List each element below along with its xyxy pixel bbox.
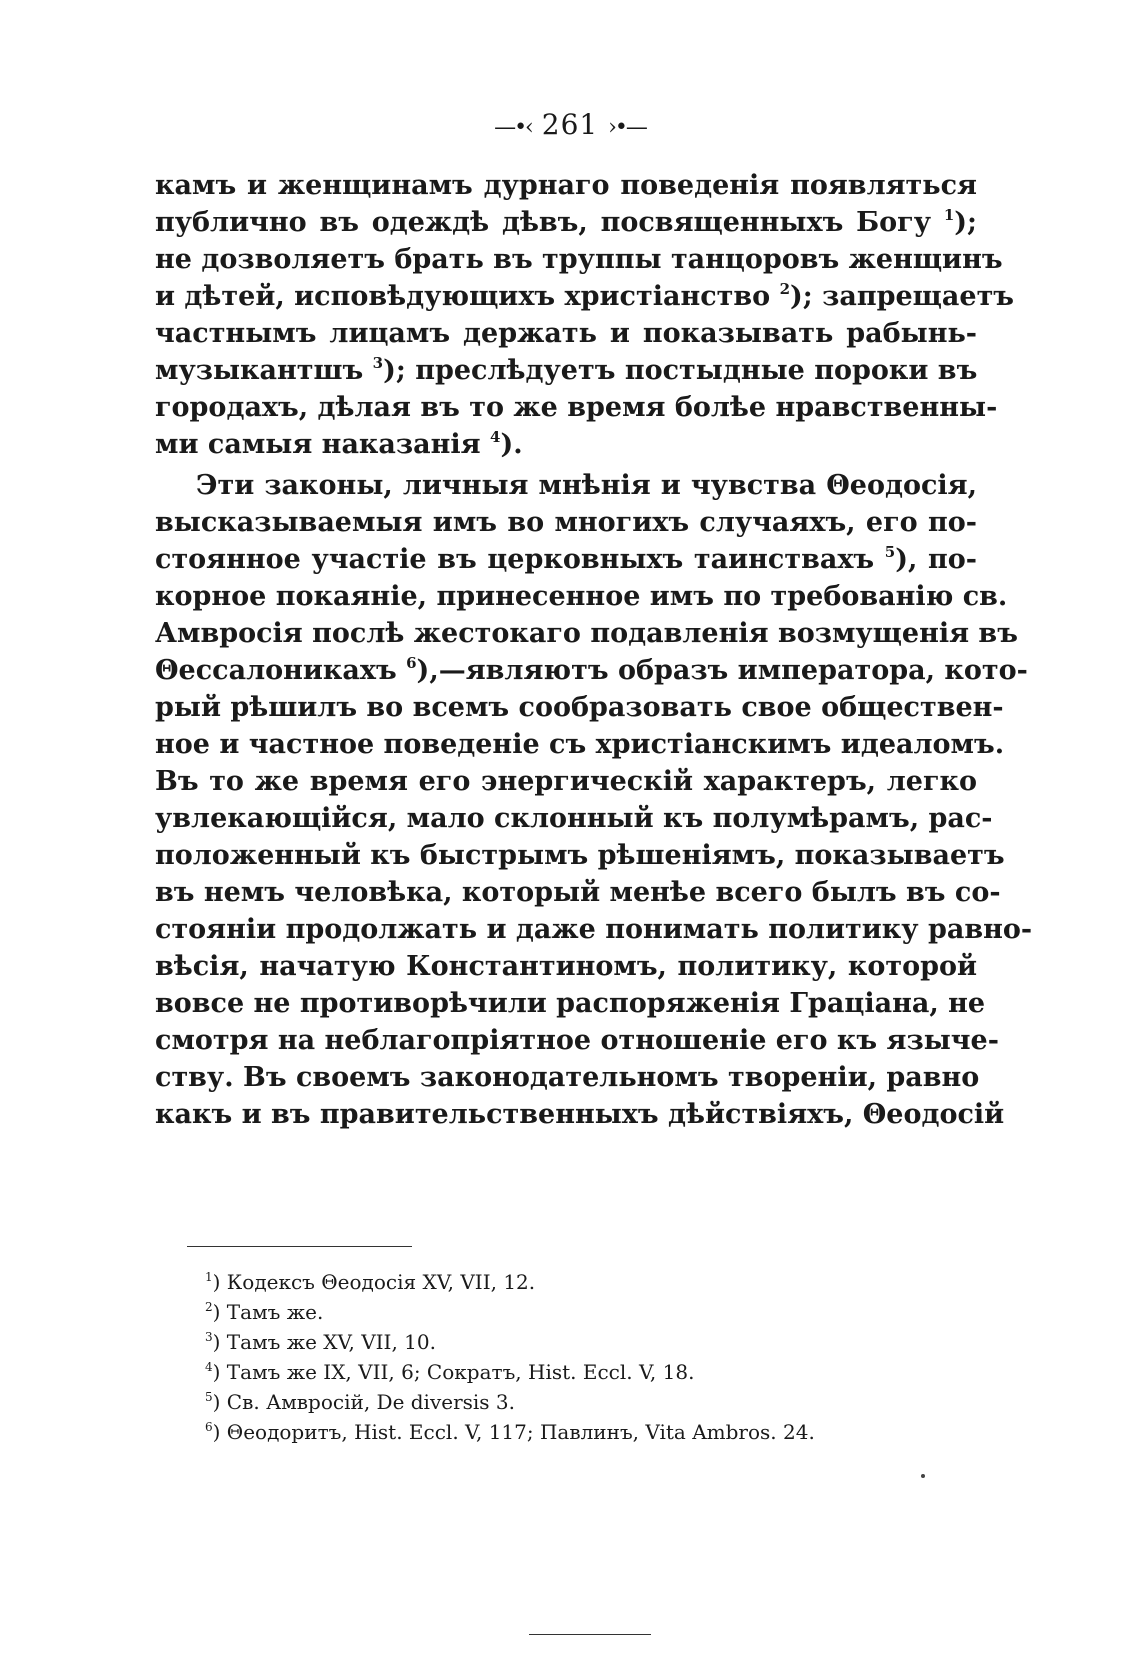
footnote: $^4$) Тамъ же IX, VII, 6; Сократъ, Hist. Eccl. V, 18. — [205, 1360, 695, 1384]
page-number: 261 — [541, 108, 599, 141]
bottom-rule — [529, 1634, 651, 1635]
text-line: Эти законы, личныя мнѣнія и чувства Θеодосія, — [196, 470, 977, 501]
text-line: высказываемыя имъ во многихъ случаяхъ, его по- — [155, 507, 977, 538]
text-line: вовсе не противорѣчили распоряженія Граціана, не — [155, 988, 986, 1019]
footnote: $^3$) Тамъ же XV, VII, 10. — [205, 1330, 436, 1354]
text-line: стоянное участіе въ церковныхъ таинствахъ $^5$), по- — [155, 543, 978, 575]
footnote-ref: 5 — [884, 543, 896, 561]
text-line: ное и частное поведеніе съ христіанскимъ идеаломъ. — [155, 729, 1005, 760]
text-line: камъ и женщинамъ дурнаго поведенія появляться — [155, 170, 977, 201]
text-line: корное покаяніе, принесенное имъ по требованію св. — [155, 581, 1008, 612]
text-line: Θессалоникахъ $^6$),—являютъ образъ императора, кото- — [155, 654, 1028, 686]
ornament-left: —•‹ — [494, 115, 532, 140]
footnote-ref: 2 — [779, 280, 790, 298]
footnote-ref: 1 — [943, 206, 955, 224]
text-line: городахъ, дѣлая въ то же время болѣе нравственны- — [155, 392, 998, 423]
text-line: ми самыя наказанія $^4$). — [155, 428, 523, 460]
text-line: стояніи продолжать и даже понимать политику равно- — [155, 914, 1033, 945]
text-line: рый рѣшилъ во всемъ сообразовать свое обществен- — [155, 692, 1004, 723]
text-line: не дозволяетъ брать въ труппы танцоровъ женщинъ — [155, 244, 1003, 275]
text-line: Амвросія послѣ жестокаго подавленія возмущенія въ — [155, 618, 1018, 649]
text-line: положенный къ быстрымъ рѣшеніямъ, показываетъ — [155, 840, 1005, 871]
footnote: $^5$) Св. Амвросій, De diversis 3. — [205, 1390, 516, 1414]
text-line: вѣсія, начатую Константиномъ, политику, которой — [155, 951, 977, 982]
footnote-ref: 4 — [490, 428, 501, 446]
ornament-right: ›•— — [608, 115, 646, 140]
footnote: $^2$) Тамъ же. — [205, 1300, 324, 1324]
text-line: ству. Въ своемъ законодательномъ твореніи, равно — [155, 1062, 980, 1093]
page-header — [0, 108, 1140, 141]
text-line: и дѣтей, исповѣдующихъ христіанство $^2$); запрещаетъ — [155, 280, 1015, 312]
text-line: Въ то же время его энергическій характеръ, легко — [155, 766, 977, 797]
footnote: $^6$) Θеодоритъ, Hist. Eccl. V, 117; Павлинъ, Vita Ambros. 24. — [205, 1420, 815, 1444]
print-speck — [921, 1474, 925, 1478]
footnote-divider — [187, 1246, 412, 1247]
text-line: смотря на неблагопріятное отношеніе его къ языче- — [155, 1025, 999, 1056]
text-line: публично въ одеждѣ дѣвъ, посвященныхъ Богу $^1$); — [155, 206, 977, 238]
text-line: частнымъ лицамъ держать и показывать рабынь- — [155, 318, 977, 349]
text-line: увлекающійся, мало склонный къ полумѣрамъ, рас- — [155, 803, 993, 834]
text-line: въ немъ человѣка, который менѣе всего былъ въ со- — [155, 877, 1001, 908]
footnote-ref: 3 — [372, 354, 384, 372]
text-line: какъ и въ правительственныхъ дѣйствіяхъ, Θеодосій — [155, 1099, 1005, 1130]
footnote: $^1$) Кодексъ Θеодосія XV, VII, 12. — [205, 1270, 536, 1294]
text-line: музыкантшъ $^3$); преслѣдуетъ постыдные пороки въ — [155, 354, 978, 386]
footnote-ref: 6 — [406, 654, 417, 672]
